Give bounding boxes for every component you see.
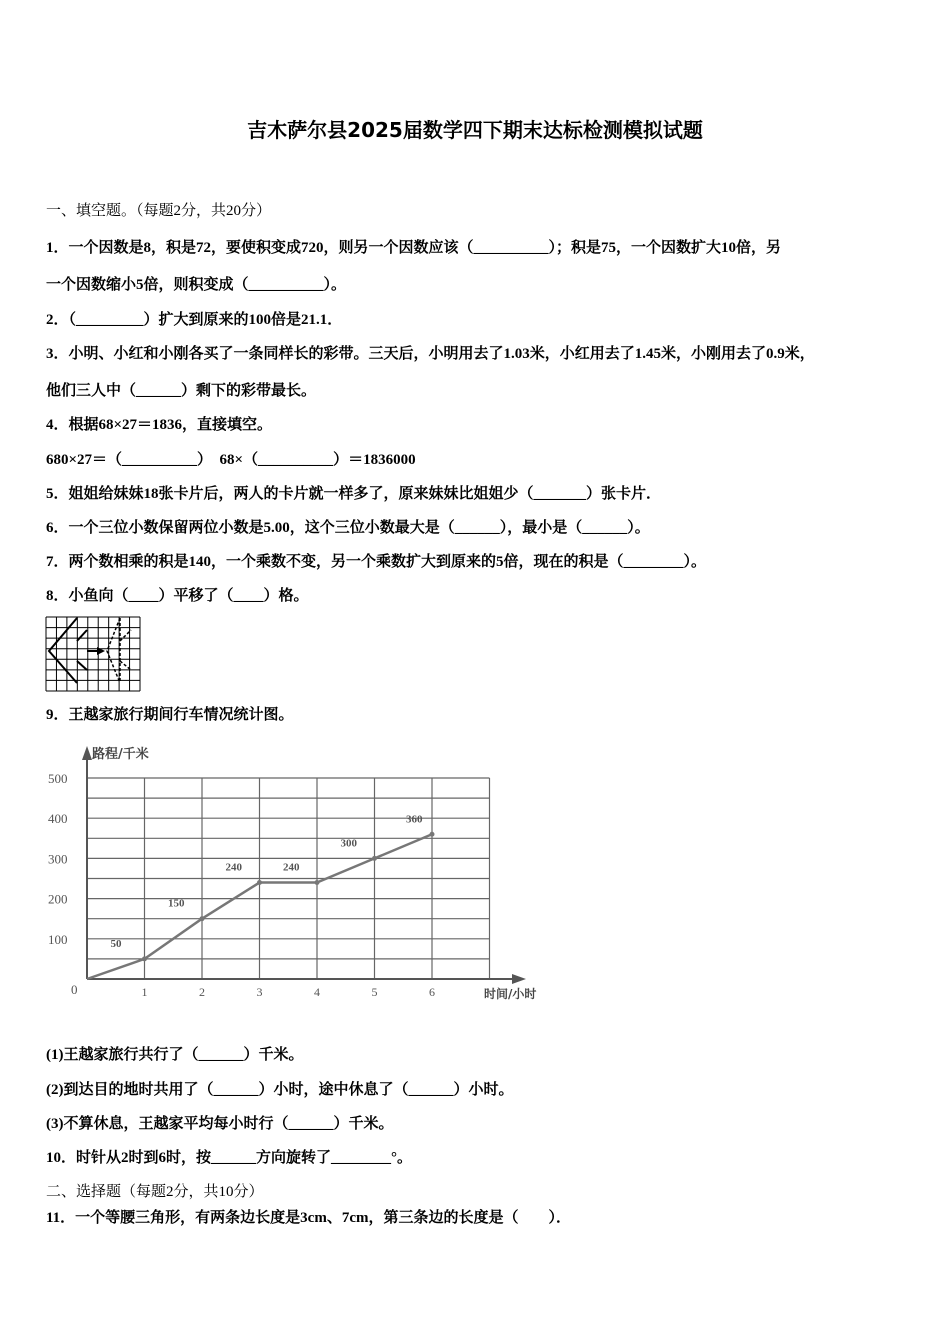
data-point — [430, 832, 435, 837]
question-line: (3)不算休息，王越家平均每小时行（______）千米。 — [46, 1116, 394, 1132]
x-axis-label: 时间/小时 — [484, 987, 537, 1001]
data-label: 150 — [168, 897, 185, 910]
y-tick-label: 500 — [48, 771, 68, 786]
data-label: 240 — [225, 861, 242, 874]
x-tick-label: 3 — [256, 985, 263, 999]
x-tick-label: 2 — [199, 985, 205, 999]
y-tick-label: 300 — [48, 851, 68, 867]
y-axis-label: 路程/千米 — [92, 747, 149, 762]
data-point — [200, 916, 205, 921]
data-label: 360 — [406, 813, 423, 826]
section-heading-choice: 二、选择题（每题2分，共10分） — [46, 1184, 264, 1200]
question-line: 10．时针从2时到6时，按______方向旋转了________°。 — [46, 1150, 413, 1166]
question-line: 3．小明、小红和小刚各买了一条同样长的彩带。三天后，小明用去了1.03米，小红用去了1.45米，小刚用去了0.9米， — [46, 346, 815, 362]
page-title: 吉木萨尔县2025届数学四下期末达标检测模拟试题 — [247, 118, 703, 142]
question-line: 5．姐姐给妹妹18张卡片后，两人的卡片就一样多了，原来妹妹比姐姐少（_______）张卡片． — [46, 486, 662, 502]
x-tick-label: 1 — [141, 985, 148, 999]
x-axis-arrow-icon — [512, 974, 526, 984]
question-line: 9．王越家旅行期间行车情况统计图。 — [46, 707, 294, 723]
question-line: 8．小鱼向（____）平移了（____）格。 — [46, 588, 309, 604]
question-line: 4．根据68×27＝1836，直接填空。 — [46, 417, 273, 433]
arrow-head-icon — [97, 647, 105, 655]
data-label: 300 — [340, 837, 357, 850]
data-label: 50 — [110, 937, 122, 950]
question-line: 6．一个三位小数保留两位小数是5.00，这个三位小数最大是（______），最小是（______）。 — [46, 520, 650, 536]
x-tick-label: 4 — [314, 985, 320, 999]
question-line: 680×27＝（__________） 68×（__________）＝1836000 — [46, 452, 416, 468]
y-axis-arrow-icon — [82, 746, 92, 760]
data-point — [372, 856, 377, 861]
data-point — [142, 956, 147, 961]
x-tick-label: 5 — [371, 985, 378, 999]
section-heading-fill-in: 一、填空题。（每题2分，共20分） — [46, 203, 272, 219]
question-line: (2)到达目的地时共用了（______）小时，途中休息了（______）小时。 — [46, 1082, 514, 1098]
fish-tail-top — [77, 630, 87, 641]
question-line: 11．一个等腰三角形，有两条边长度是3cm、7cm，第三条边的长度是（ ）． — [46, 1210, 571, 1226]
origin-label: 0 — [71, 982, 78, 997]
data-point — [315, 880, 320, 885]
y-tick-label: 400 — [48, 811, 68, 827]
fish-tail-bottom — [77, 661, 87, 670]
question-line: 7．两个数相乘的积是140，一个乘数不变，另一个乘数扩大到原来的5倍，现在的积是（________）。 — [46, 554, 707, 570]
question-line: 一个因数缩小5倍，则积变成（__________）。 — [46, 277, 347, 293]
y-tick-label: 100 — [48, 931, 68, 947]
y-tick-label: 200 — [48, 891, 68, 907]
question-line: 他们三人中（______）剩下的彩带最长。 — [46, 383, 317, 399]
question-line: (1)王越家旅行共行了（______）千米。 — [46, 1047, 304, 1063]
data-point — [257, 880, 262, 885]
question-line: 1．一个因数是8，积是72，要使积变成720，则另一个因数应该（__________）；积是75，一个因数扩大10倍，另 — [46, 240, 782, 256]
data-label: 240 — [283, 861, 300, 874]
x-tick-label: 6 — [429, 985, 435, 999]
travel-line-chart — [40, 740, 560, 1010]
question-line: 2．（_________）扩大到原来的100倍是21.1． — [46, 312, 343, 328]
fish-translation-grid — [45, 616, 141, 692]
